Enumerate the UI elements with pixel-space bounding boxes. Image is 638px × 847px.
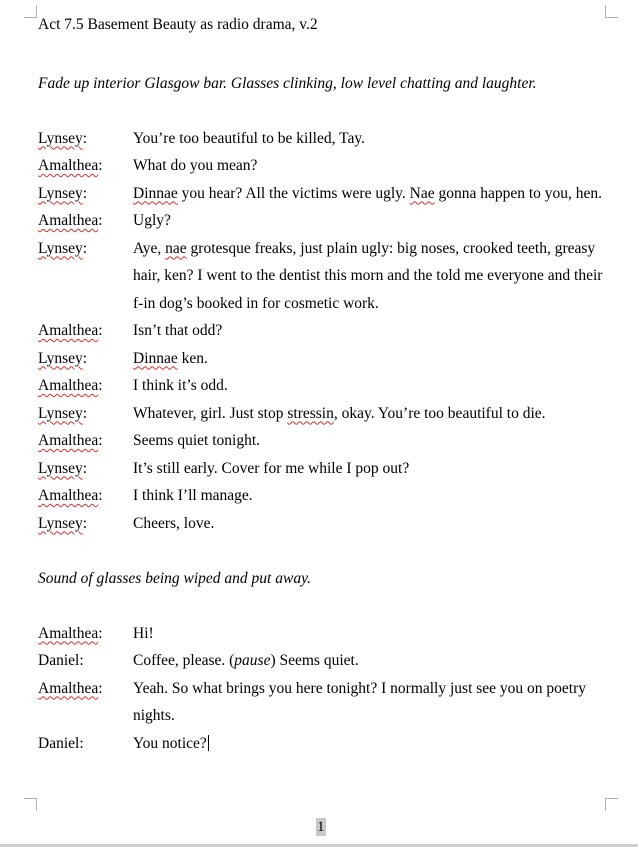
dialogue-text: You notice? xyxy=(133,734,207,752)
dialogue-line[interactable] xyxy=(38,345,608,373)
inline-direction: pause xyxy=(234,652,271,669)
dialogue-line[interactable] xyxy=(38,620,608,648)
spellcheck-flagged-word[interactable]: Amalthea xyxy=(38,212,99,229)
spellcheck-flagged-word[interactable]: Lynsey xyxy=(38,404,83,422)
speaker-name: Amalthea: xyxy=(38,487,103,504)
dialogue-line[interactable] xyxy=(38,730,608,758)
dialogue-text: Hi! xyxy=(133,624,154,642)
spellcheck-flagged-word[interactable]: Lynsey xyxy=(38,514,83,532)
dialogue-text: Ugly? xyxy=(133,212,171,229)
speaker-name: Lynsey: xyxy=(38,349,88,367)
spellcheck-flagged-word[interactable]: Nae xyxy=(409,184,435,202)
speaker-name: Daniel: xyxy=(38,652,84,669)
spellcheck-flagged-word[interactable]: stressin xyxy=(287,404,334,422)
spellcheck-flagged-word[interactable]: Lynsey xyxy=(38,129,83,147)
dialogue-line[interactable] xyxy=(38,235,608,318)
spellcheck-flagged-word[interactable]: Amalthea xyxy=(38,157,99,174)
dialogue-text: I think it’s odd. xyxy=(133,377,228,394)
blank-line xyxy=(38,537,608,565)
dialogue-line[interactable] xyxy=(38,180,608,208)
document-body[interactable] xyxy=(38,14,608,757)
text-cursor xyxy=(208,735,209,751)
speaker-name: Amalthea: xyxy=(38,212,103,229)
spellcheck-flagged-word[interactable]: Amalthea xyxy=(38,432,99,449)
dialogue-text: Aye, nae grotesque freaks, just plain ugly: big noses, crooked teeth, greasy hair, ken? I went to the dentist this morn and the told me everyone and their f-in dog’s booked in for cosmetic work. xyxy=(133,239,603,312)
spellcheck-flagged-word[interactable]: Lynsey xyxy=(38,239,83,257)
blank-line xyxy=(38,592,608,620)
spellcheck-flagged-word[interactable]: Amalthea xyxy=(38,624,99,642)
dialogue-text: Isn’t that odd? xyxy=(133,322,223,339)
dialogue-line[interactable] xyxy=(38,372,608,400)
speaker-name: Daniel: xyxy=(38,734,84,752)
dialogue-text: Yeah. So what brings you here tonight? I normally just see you on poetry nights. xyxy=(133,679,587,724)
spellcheck-flagged-word[interactable]: Amalthea xyxy=(38,322,99,339)
dialogue-line[interactable] xyxy=(38,207,608,235)
speaker-name: Lynsey: xyxy=(38,459,88,477)
page-number-field[interactable]: 1 xyxy=(317,819,325,835)
spellcheck-flagged-word[interactable]: Lynsey xyxy=(38,459,83,477)
dialogue-line[interactable] xyxy=(38,400,608,428)
dialogue-text: What do you mean? xyxy=(133,157,258,174)
dialogue-line[interactable] xyxy=(38,455,608,483)
dialogue-line[interactable] xyxy=(38,317,608,345)
spellcheck-flagged-word[interactable]: Lynsey xyxy=(38,349,83,367)
spellcheck-flagged-word[interactable]: Amalthea xyxy=(38,377,99,394)
spellcheck-flagged-word[interactable]: Amalthea xyxy=(38,487,99,504)
speaker-name: Lynsey: xyxy=(38,514,88,532)
speaker-name: Amalthea: xyxy=(38,157,103,174)
document-title[interactable]: Act 7.5 Basement Beauty as radio drama, v.2 xyxy=(38,16,318,33)
dialogue-text: I think I’ll manage. xyxy=(133,487,253,504)
dialogue-text: Coffee, please. (pause) Seems quiet. xyxy=(133,652,359,669)
blank-line xyxy=(38,42,608,70)
spellcheck-flagged-word[interactable]: Dinnae xyxy=(133,349,178,367)
speaker-name: Lynsey: xyxy=(38,129,88,147)
dialogue-line[interactable] xyxy=(38,125,608,153)
spellcheck-flagged-word[interactable]: Lynsey xyxy=(38,184,83,202)
dialogue-text: Dinnae ken. xyxy=(133,349,208,367)
margin-corner-bottom-left xyxy=(24,798,37,811)
dialogue-line[interactable] xyxy=(38,510,608,538)
spellcheck-flagged-word[interactable]: Amalthea xyxy=(38,679,99,697)
script-blocks xyxy=(38,70,608,758)
speaker-name: Amalthea: xyxy=(38,679,103,697)
dialogue-text: Dinnae you hear? All the victims were ugly. Nae gonna happen to you, hen. xyxy=(133,184,603,202)
dialogue-line[interactable] xyxy=(38,482,608,510)
speaker-name: Amalthea: xyxy=(38,624,103,642)
spellcheck-flagged-word[interactable]: nae xyxy=(165,239,187,257)
dialogue-text: Seems quiet tonight. xyxy=(133,432,261,449)
margin-corner-bottom-right xyxy=(605,798,618,811)
dialogue-text: It’s still early. Cover for me while I pop out? xyxy=(133,459,410,477)
spellcheck-flagged-word[interactable]: Dinnae xyxy=(133,184,178,202)
speaker-name: Amalthea: xyxy=(38,432,103,449)
stage-direction[interactable]: Sound of glasses being wiped and put away. xyxy=(38,569,311,587)
dialogue-line[interactable] xyxy=(38,427,608,455)
speaker-name: Lynsey: xyxy=(38,239,88,257)
dialogue-text: Cheers, love. xyxy=(133,514,215,532)
dialogue-line[interactable] xyxy=(38,647,608,675)
speaker-name: Lynsey: xyxy=(38,404,88,422)
dialogue-line[interactable] xyxy=(38,152,608,180)
margin-corner-top-left xyxy=(24,5,37,18)
dialogue-line[interactable] xyxy=(38,675,608,730)
stage-direction[interactable]: Fade up interior Glasgow bar. Glasses clinking, low level chatting and laughter. xyxy=(38,74,537,92)
dialogue-text: Whatever, girl. Just stop stressin, okay. You’re too beautiful to die. xyxy=(133,404,546,422)
dialogue-text: You’re too beautiful to be killed, Tay. xyxy=(133,129,365,147)
speaker-name: Lynsey: xyxy=(38,184,88,202)
blank-line xyxy=(38,97,608,125)
speaker-name: Amalthea: xyxy=(38,377,103,394)
speaker-name: Amalthea: xyxy=(38,322,103,339)
